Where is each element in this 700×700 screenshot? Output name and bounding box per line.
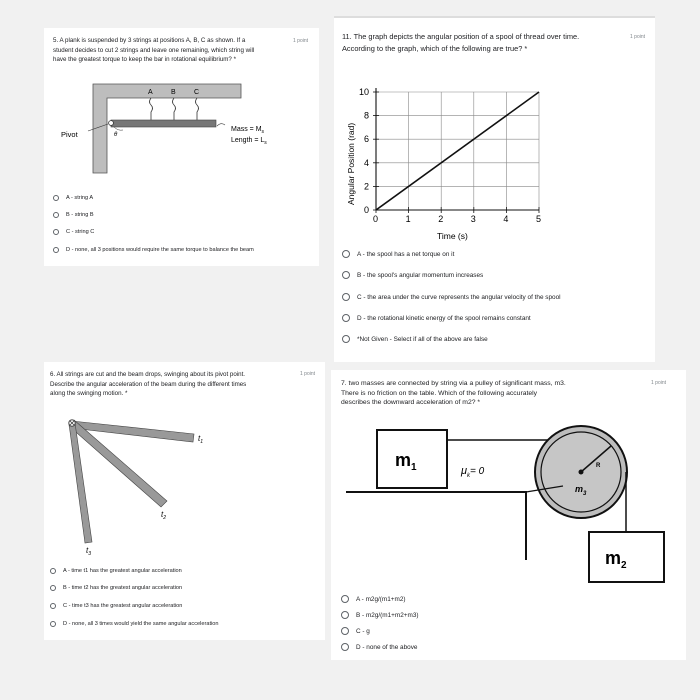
q6-line3: along the swinging motion. * xyxy=(50,390,128,397)
x-tick-label: 5 xyxy=(536,214,542,224)
q5-line3: have the greatest torque to keep the bar in rotational equilibrium? * xyxy=(53,56,236,63)
q7-option-b[interactable] xyxy=(341,611,419,619)
radio-button[interactable] xyxy=(50,585,56,591)
q11-line2: According to the graph, which of the following are true? * xyxy=(342,44,528,53)
option-label: D - none of the above xyxy=(356,643,418,651)
q5-option-d[interactable] xyxy=(53,247,254,253)
y-tick-label: 2 xyxy=(364,181,370,192)
option-label: C - string C xyxy=(66,229,95,235)
q6-option-d[interactable] xyxy=(50,621,218,627)
radio-button[interactable] xyxy=(53,247,59,253)
radio-button[interactable] xyxy=(341,595,349,603)
radio-button[interactable] xyxy=(342,314,350,322)
pulley-diagram xyxy=(331,420,686,585)
option-label: B - string B xyxy=(66,212,94,218)
q11-option-none[interactable] xyxy=(342,335,488,343)
option-label: B - the spool's angular momentum increases xyxy=(357,271,484,279)
string-b xyxy=(173,98,176,120)
question-5-card xyxy=(44,28,319,266)
x-tick-label: 3 xyxy=(470,214,476,224)
label-m1: $m_1$ xyxy=(395,450,417,473)
length-label: Length = $L_s$ xyxy=(231,137,267,146)
question-6-points: 1 point xyxy=(300,371,316,377)
radio-button[interactable] xyxy=(53,195,59,201)
q7-line2: There is no friction on the table. Which of the following accurately xyxy=(341,389,538,397)
option-label: C - g xyxy=(356,627,370,635)
option-label: A - m2g/(m1+m2) xyxy=(356,595,406,603)
q5-line2: student decides to cut 2 strings and leave one remaining, which string will xyxy=(53,46,255,54)
x-tick-label: 2 xyxy=(438,214,444,224)
option-label: B - time t2 has the greatest angular acceleration xyxy=(63,585,183,591)
label-t1: $t_1$ xyxy=(198,434,204,445)
q7-option-c[interactable] xyxy=(341,627,370,635)
question-7-points: 1 point xyxy=(651,380,667,386)
label-m2: $m_2$ xyxy=(605,548,627,571)
q7-option-a[interactable] xyxy=(341,595,406,603)
question-11-text xyxy=(342,31,632,55)
label-r: R xyxy=(596,463,601,469)
q7-line3: describes the downward acceleration of m2? * xyxy=(341,399,481,406)
question-6-text xyxy=(50,370,300,399)
q11-option-c[interactable] xyxy=(342,293,561,301)
q6-line2: Describe the angular acceleration of the beam during the different times xyxy=(50,380,247,388)
option-label: C - time t3 has the greatest angular acceleration xyxy=(63,603,183,609)
q7-line1: 7. two masses are connected by string via a pulley of significant mass, m3. xyxy=(341,380,566,387)
option-label: D - the rotational kinetic energy of the spool remains constant xyxy=(357,314,531,322)
label-b: B xyxy=(171,89,176,96)
pivot-point xyxy=(109,121,114,126)
x-tick-label: 4 xyxy=(503,214,509,224)
q5-option-a[interactable] xyxy=(53,195,93,201)
q6-option-c[interactable] xyxy=(50,603,182,609)
y-tick-label: 4 xyxy=(364,157,370,168)
block-m1 xyxy=(377,430,447,488)
table xyxy=(346,492,526,560)
label-a: A xyxy=(148,89,153,96)
plank-diagram xyxy=(44,78,319,188)
q7-option-d[interactable] xyxy=(341,643,417,651)
question-7-text xyxy=(341,379,651,408)
question-6-card xyxy=(44,362,325,640)
x-tick-label: 1 xyxy=(405,214,411,224)
y-tick-label: 8 xyxy=(364,110,370,121)
q6-line1: 6. All strings are cut and the beam drops, swinging about its pivot point. xyxy=(50,371,246,378)
option-label: A - time t1 has the greatest angular acceleration xyxy=(63,568,182,574)
q11-line1: 11. The graph depicts the angular position of a spool of thread over time. xyxy=(342,32,580,41)
y-tick-label: 6 xyxy=(364,134,370,145)
question-5-text xyxy=(53,36,293,65)
radio-button[interactable] xyxy=(341,611,349,619)
radio-button[interactable] xyxy=(50,603,56,609)
string-c xyxy=(196,98,199,120)
q11-option-b[interactable] xyxy=(342,271,483,279)
angular-position-chart xyxy=(334,80,564,245)
radio-button[interactable] xyxy=(53,212,59,218)
data-series-line xyxy=(376,92,539,210)
radio-button[interactable] xyxy=(341,627,349,635)
q11-option-a[interactable] xyxy=(342,250,454,258)
option-label: A - the spool has a net torque on it xyxy=(357,250,455,258)
support-bracket xyxy=(93,84,241,173)
radio-button[interactable] xyxy=(50,568,56,574)
radio-button[interactable] xyxy=(342,335,350,343)
question-11-points: 1 point xyxy=(630,34,646,40)
question-5-points: 1 point xyxy=(293,38,309,44)
question-11-card xyxy=(334,16,655,362)
q5-option-b[interactable] xyxy=(53,212,94,218)
label-t2: $t_2$ xyxy=(161,510,167,521)
q5-option-c[interactable] xyxy=(53,229,94,235)
plank xyxy=(111,120,216,127)
block-m2 xyxy=(589,532,664,582)
option-label: *Not Given - Select if all of the above are false xyxy=(357,335,488,343)
option-label: B - m2g/(m1+m2+m3) xyxy=(356,611,419,619)
chart-xlabel: Time (s) xyxy=(437,231,468,241)
radio-button[interactable] xyxy=(341,643,349,651)
label-c: C xyxy=(194,89,200,96)
radio-button[interactable] xyxy=(50,621,56,627)
q6-option-b[interactable] xyxy=(50,585,182,591)
radio-button[interactable] xyxy=(342,293,350,301)
label-m3: $m_3$ xyxy=(575,484,587,497)
q6-option-a[interactable] xyxy=(50,568,182,574)
option-label: C - the area under the curve represents the angular velocity of the spool xyxy=(357,293,561,301)
radio-button[interactable] xyxy=(342,250,350,258)
option-label: D - none, all 3 times would yield the same angular acceleration xyxy=(63,621,219,627)
friction-label: $\mu_k= 0$ xyxy=(461,465,485,479)
q11-option-d[interactable] xyxy=(342,314,531,322)
mass-label: Mass = $M_s$ xyxy=(231,126,265,135)
x-tick-label: 0 xyxy=(373,214,379,224)
label-t3: $t_3$ xyxy=(86,546,92,557)
pivot-label: Pivot xyxy=(61,130,78,139)
angle-label: θ xyxy=(114,132,118,138)
q5-line1: 5. A plank is suspended by 3 strings at positions A, B, C as shown. If a xyxy=(53,37,246,44)
string-a xyxy=(150,98,153,120)
chart-ylabel: Angular Position (rad) xyxy=(346,122,356,205)
option-label: D - none, all 3 positions would require the same torque to balance the beam xyxy=(66,247,254,253)
swinging-beam-diagram xyxy=(44,414,244,564)
option-label: A - string A xyxy=(66,195,94,201)
radio-button[interactable] xyxy=(342,271,350,279)
question-7-card xyxy=(331,370,686,660)
y-tick-label: 0 xyxy=(364,205,370,215)
radio-button[interactable] xyxy=(53,229,59,235)
y-tick-label: 10 xyxy=(359,87,370,97)
